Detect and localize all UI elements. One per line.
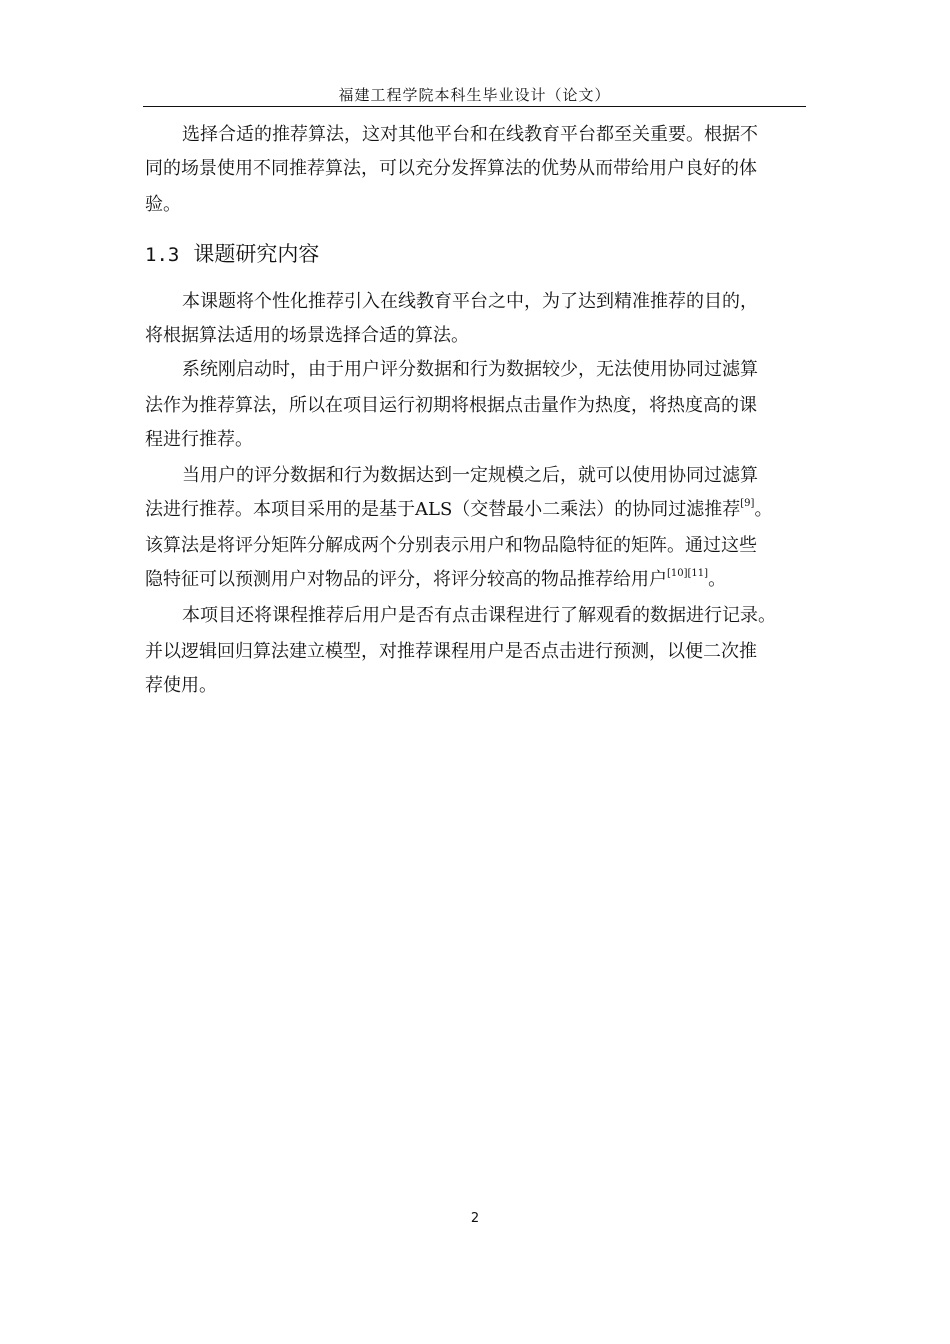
p4-line-1: 本项目还将课程推荐后用户是否有点击课程进行了解观看的数据进行记录。: [182, 605, 776, 626]
intro-line-1: 选择合适的推荐算法，这对其他平台和在线教育平台都至关重要。根据不: [182, 124, 758, 145]
citation-ref-9: [9]: [740, 498, 755, 509]
p4-line-2: 并以逻辑回归算法建立模型，对推荐课程用户是否点击进行预测，以便二次推: [145, 641, 757, 662]
section-heading: [145, 240, 319, 269]
p3-line-2-text: 法进行推荐。本项目采用的是基于ALS（交替最小二乘法）的协同过滤推荐: [145, 499, 741, 520]
p1-line-2: 将根据算法适用的场景选择合适的算法。: [145, 325, 469, 346]
citation-ref-10-11: [10][11]: [667, 568, 709, 579]
p3-line-4-end: 。: [708, 569, 727, 590]
p3-line-2: [145, 498, 772, 522]
section-number: 1.3: [145, 244, 180, 266]
p2-line-3: 程进行推荐。: [145, 429, 253, 450]
p3-line-1: 当用户的评分数据和行为数据达到一定规模之后，就可以使用协同过滤算: [182, 465, 758, 486]
section-title: 课题研究内容: [193, 242, 320, 266]
p1-line-1: 本课题将个性化推荐引入在线教育平台之中，为了达到精准推荐的目的，: [182, 291, 758, 312]
header-divider: [143, 106, 806, 107]
p2-line-2: 法作为推荐算法，所以在项目运行初期将根据点击量作为热度，将热度高的课: [145, 395, 757, 416]
intro-line-3: 验。: [145, 194, 181, 215]
p4-line-3: 荐使用。: [145, 675, 217, 696]
p3-line-3: 该算法是将评分矩阵分解成两个分别表示用户和物品隐特征的矩阵。通过这些: [145, 535, 757, 556]
page-number: 2: [470, 1211, 480, 1226]
p3-line-2-end: 。: [754, 499, 773, 520]
page-header-title: 福建工程学院本科生毕业设计（论文）: [338, 86, 611, 104]
p2-line-1: 系统刚启动时，由于用户评分数据和行为数据较少，无法使用协同过滤算: [182, 359, 758, 380]
p3-line-4: [145, 568, 726, 592]
intro-line-2: 同的场景使用不同推荐算法，可以充分发挥算法的优势从而带给用户良好的体: [145, 158, 757, 179]
p3-line-4-text: 隐特征可以预测用户对物品的评分，将评分较高的物品推荐给用户: [145, 569, 667, 590]
